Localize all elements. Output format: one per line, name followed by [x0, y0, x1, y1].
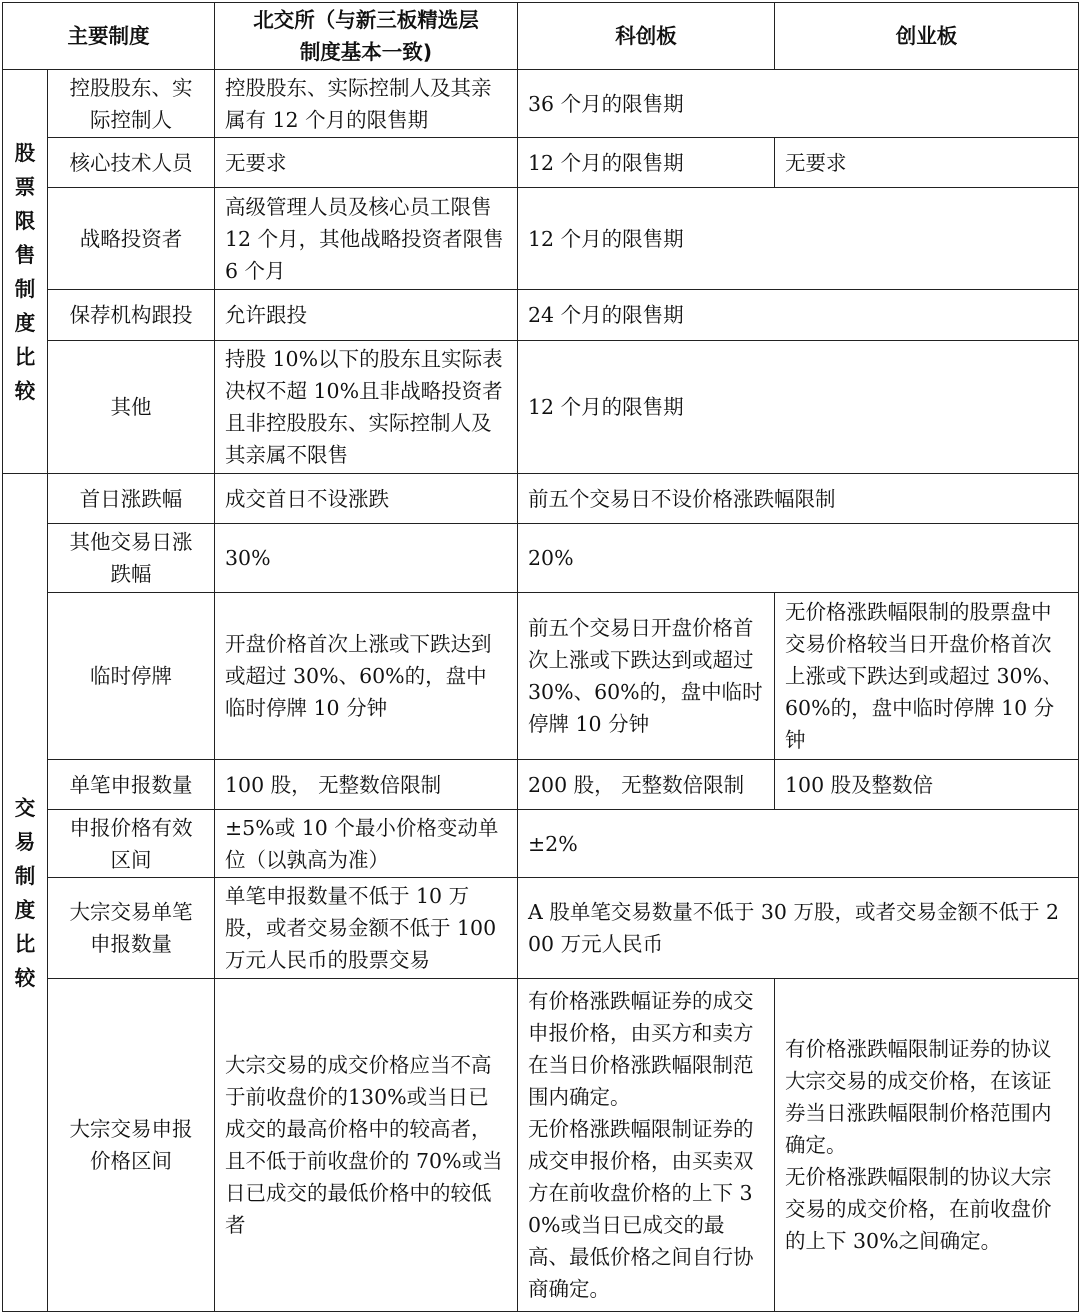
comparison-table	[2, 2, 1079, 1312]
category-trading: 交易制度比较	[3, 474, 48, 1312]
row-label: 核心技术人员	[48, 138, 215, 188]
bse-cell: 无要求	[215, 138, 518, 188]
star-cell: 前五个交易日开盘价格首次上涨或下跌达到或超过 30%、60%的，盘中临时停牌 10 分钟	[518, 593, 775, 760]
gem-cell: 100 股及整数倍	[775, 760, 1079, 810]
star-gem-cell: 24 个月的限售期	[518, 290, 1079, 341]
table-row	[3, 810, 1079, 878]
gem-cell: 无价格涨跌幅限制的股票盘中交易价格较当日开盘价格首次上涨或下跌达到或超过 30%、60%的，盘中临时停牌 10 分钟	[775, 593, 1079, 760]
bse-cell: 控股股东、实际控制人及其亲属有 12 个月的限售期	[215, 70, 518, 138]
gem-cell: 有价格涨跌幅限制证券的协议大宗交易的成交价格，在该证券当日涨跌幅限制价格范围内确定。 无价格涨跌幅限制的协议大宗交易的成交价格，在前收盘价的上下 30%之间确定。	[775, 979, 1079, 1312]
bse-cell: 开盘价格首次上涨或下跌达到或超过 30%、60%的，盘中临时停牌 10 分钟	[215, 593, 518, 760]
star-gem-cell: 前五个交易日不设价格涨跌幅限制	[518, 474, 1079, 524]
header-bse: 北交所（与新三板精选层制度基本一致)	[215, 3, 518, 70]
row-label: 申报价格有效区间	[48, 810, 215, 878]
row-label: 首日涨跌幅	[48, 474, 215, 524]
table-row	[3, 290, 1079, 341]
star-gem-cell: ±2%	[518, 810, 1079, 878]
star-gem-cell: 20%	[518, 524, 1079, 593]
table-row	[3, 524, 1079, 593]
bse-cell: 允许跟投	[215, 290, 518, 341]
row-label: 单笔申报数量	[48, 760, 215, 810]
table-row	[3, 474, 1079, 524]
bse-cell: 持股 10%以下的股东且实际表决权不超 10%且非战略投资者且非控股股东、实际控制人及其亲属不限售	[215, 341, 518, 474]
star-gem-cell: 12 个月的限售期	[518, 188, 1079, 290]
table-row	[3, 341, 1079, 474]
row-label: 保荐机构跟投	[48, 290, 215, 341]
bse-cell: 大宗交易的成交价格应当不高于前收盘价的130%或当日已成交的最高价格中的较高者，且不低于前收盘价的 70%或当日已成交的最低价格中的较低者	[215, 979, 518, 1312]
gem-cell: 无要求	[775, 138, 1079, 188]
star-cell: 200 股， 无整数倍限制	[518, 760, 775, 810]
row-label: 战略投资者	[48, 188, 215, 290]
star-gem-cell: 12 个月的限售期	[518, 341, 1079, 474]
row-label: 临时停牌	[48, 593, 215, 760]
star-gem-cell: 36 个月的限售期	[518, 70, 1079, 138]
table-row	[3, 138, 1079, 188]
bse-cell: ±5%或 10 个最小价格变动单位（以孰高为准）	[215, 810, 518, 878]
star-cell: 有价格涨跌幅证券的成交申报价格，由买方和卖方在当日价格涨跌幅限制范围内确定。 无价格涨跌幅限制证券的成交申报价格，由买卖双方在前收盘价格的上下 30%或当日已成交的最高、最低价格之间自行协商确定。	[518, 979, 775, 1312]
category-lockup: 股票限售制度比较	[3, 70, 48, 474]
row-label: 其他	[48, 341, 215, 474]
bse-cell: 高级管理人员及核心员工限售 12 个月，其他战略投资者限售 6 个月	[215, 188, 518, 290]
table-row	[3, 878, 1079, 979]
header-main-system: 主要制度	[3, 3, 215, 70]
table-row	[3, 593, 1079, 760]
table-row	[3, 70, 1079, 138]
bse-cell: 30%	[215, 524, 518, 593]
row-label: 大宗交易申报价格区间	[48, 979, 215, 1312]
star-cell: 12 个月的限售期	[518, 138, 775, 188]
header-chinext: 创业板	[775, 3, 1079, 70]
table-row	[3, 188, 1079, 290]
row-label: 控股股东、实际控制人	[48, 70, 215, 138]
table-row	[3, 979, 1079, 1312]
bse-cell: 成交首日不设涨跌	[215, 474, 518, 524]
bse-cell: 单笔申报数量不低于 10 万股，或者交易金额不低于 100 万元人民币的股票交易	[215, 878, 518, 979]
star-gem-cell: A 股单笔交易数量不低于 30 万股，或者交易金额不低于 200 万元人民币	[518, 878, 1079, 979]
row-label: 其他交易日涨跌幅	[48, 524, 215, 593]
header-row	[3, 3, 1079, 70]
bse-cell: 100 股， 无整数倍限制	[215, 760, 518, 810]
table-row	[3, 760, 1079, 810]
row-label: 大宗交易单笔申报数量	[48, 878, 215, 979]
header-star-market: 科创板	[518, 3, 775, 70]
